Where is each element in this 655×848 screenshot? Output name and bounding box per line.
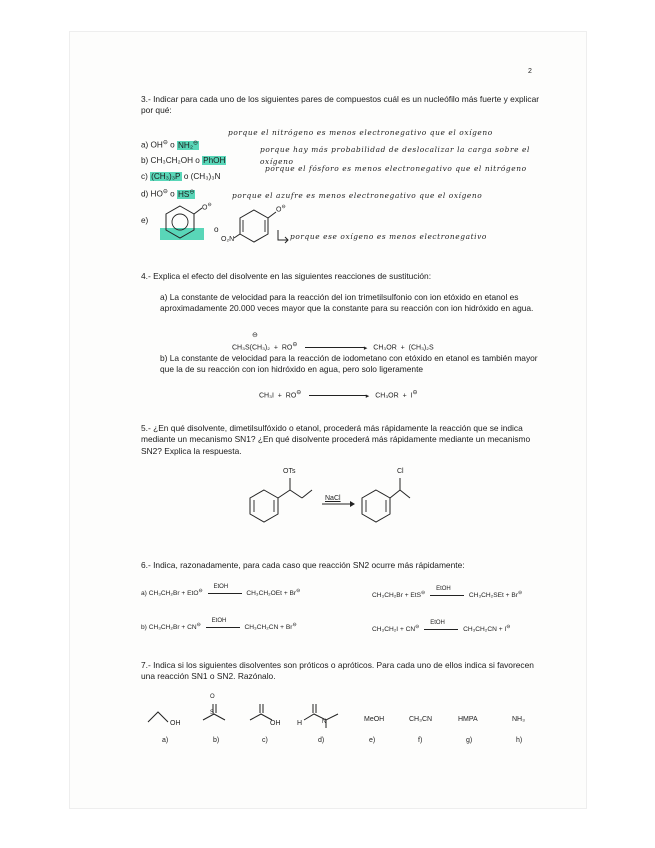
q6-reaction-b2: CH₃CH₂I + CN⊖ EtOH CH₃CH₂CN + I⊖: [372, 619, 511, 634]
tosylate-label: OTs: [283, 468, 296, 475]
reaction-arrow: ▸: [305, 347, 365, 348]
nitrophenoxide-structure: [232, 204, 282, 248]
solvent-methanol: MeOH: [364, 716, 385, 723]
q6-reaction-b1: b) CH₃CH₂Br + CN⊖ EtOH CH₃CH₂CN + Br⊖: [141, 617, 297, 632]
page-number: 2: [528, 68, 532, 75]
q4-title: 4.- Explica el efecto del disolvente en las siguientes reacciones de sustitución:: [141, 271, 432, 281]
q3b-left: b) CH₃CH₂OH o PhOH: [141, 156, 226, 165]
dmf-n: N: [322, 719, 327, 725]
q3c-handwritten-note: porque el fósforo es menos electronegativo que el nitrógeno: [265, 164, 527, 173]
solvent-letter-f: f): [418, 737, 423, 744]
q6-reaction-a2: CH₃CH₂Br + EtS⊖ EtOH CH₃CH₂SEt + Br⊖: [372, 585, 523, 600]
dmso-o: O: [210, 694, 215, 700]
q7-title: 7.- Indica si los siguientes disolventes son próticos o apróticos. Para cada uno de ellos indica si favorecen una reacción SN1 o SN2. Razónalo.: [141, 660, 534, 682]
phenoxide-oxygen: O⊖: [202, 202, 212, 212]
q3-title: 3.- Indicar para cada uno de los siguientes pares de compuestos cuál es un nucleófilo más fuerte y explicar por qué:: [141, 94, 540, 116]
q3d-left: d) HO⊖ o HS⊖: [141, 189, 195, 199]
solvent-letter-g: g): [466, 737, 473, 744]
reagent-label: NaCl: [325, 495, 341, 502]
solvent-acetonitrile: CH₃CN: [409, 716, 433, 723]
handwritten-arrow: [276, 230, 290, 246]
highlighted-answer: HS⊖: [178, 189, 195, 199]
q3c-left: c) (CH₃)₃P o (CH₃)₃N: [141, 172, 221, 181]
q3e-handwritten-note: porque ese oxígeno es menos electronegativo: [290, 232, 487, 241]
solvent-letter-b: b): [213, 737, 220, 744]
solvent-letter-e: e): [369, 737, 376, 744]
solvent-letter-c: c): [262, 737, 268, 744]
q3e-or: o: [214, 225, 219, 234]
nitrophenoxide-oxygen: O⊖: [276, 204, 286, 214]
q3d-handwritten-note: porque el azufre es menos electronegativo que el oxígeno: [232, 191, 483, 200]
highlighted-answer: (CH₃)₃P: [151, 172, 181, 181]
nitro-group-label: O₂N: [221, 236, 235, 243]
q5-title: 5.- ¿En qué disolvente, dimetilsulfóxido o etanol, procederá más rápidamente la reacción que se indica mediante un mecanismo SN1? ¿En qué disolvente procederá más rápidamente mediante un mecanismo SN2? Explica la respuesta.: [141, 423, 531, 456]
q4a-equation: CH₃S(CH₃)₂ + RO⊖ ▸ CH₃OR + (CH₃)₂S: [232, 342, 434, 352]
q6-title: 6.- Indica, razonadamente, para cada caso que reacción SN2 ocurre más rápidamente:: [141, 560, 465, 570]
sulfonium-plus: ⊖: [252, 332, 258, 339]
highlighted-answer: NH₂⊖: [178, 140, 199, 150]
solvent-letter-d: d): [318, 737, 325, 744]
reaction-arrow: EtOH: [208, 593, 242, 594]
solvent-letter-h: h): [516, 737, 523, 744]
q3b-handwritten-note: porque hay más probabilidad de deslocalizar la carga sobre el oxígeno: [260, 145, 530, 166]
chloride-label: Cl: [397, 468, 404, 475]
acetic-acid-oh: OH: [270, 720, 281, 727]
q3a-handwritten-note: porque el nitrógeno es menos electronegativo que el oxígeno: [228, 128, 493, 137]
q4b-equation: CH₃I + RO⊖ ▸ CH₃OR + I⊖: [259, 390, 418, 400]
highlighted-answer: PhOH: [203, 156, 226, 165]
q4b-text: b) La constante de velocidad para la reacción de iodometano con etóxido en etanol es también mayor que la de su reacción con ion hidróxido en agua, pero solo ligeramente: [160, 353, 538, 375]
reaction-arrow: EtOH: [430, 595, 464, 596]
ethanol-oh: OH: [170, 720, 181, 727]
q6-reaction-a1: a) CH₃CH₂Br + EtO⊖ EtOH CH₃CH₂OEt + Br⊖: [141, 583, 301, 598]
solvent-ammonia: NH₃: [512, 716, 525, 723]
q3e-label: e): [141, 216, 149, 225]
dmf-h: H: [297, 720, 303, 727]
reaction-arrow: EtOH: [206, 627, 240, 628]
solvent-hmpa: HMPA: [458, 716, 478, 723]
q4a-text: a) La constante de velocidad para la reacción del ion trimetilsulfonio con ion etóxido en etanol es aproximadamente 20.000 veces mayor que la constante para su reacción con ion hidróxido en agua.: [160, 292, 534, 314]
dmso-s: S: [210, 710, 215, 716]
q3a-left: a) OH⊖ o NH₂⊖: [141, 140, 199, 150]
reaction-arrow: ▸: [309, 395, 367, 396]
dmso-structure: [203, 702, 233, 726]
reaction-arrow: EtOH: [424, 629, 458, 630]
solvent-letter-a: a): [162, 737, 169, 744]
